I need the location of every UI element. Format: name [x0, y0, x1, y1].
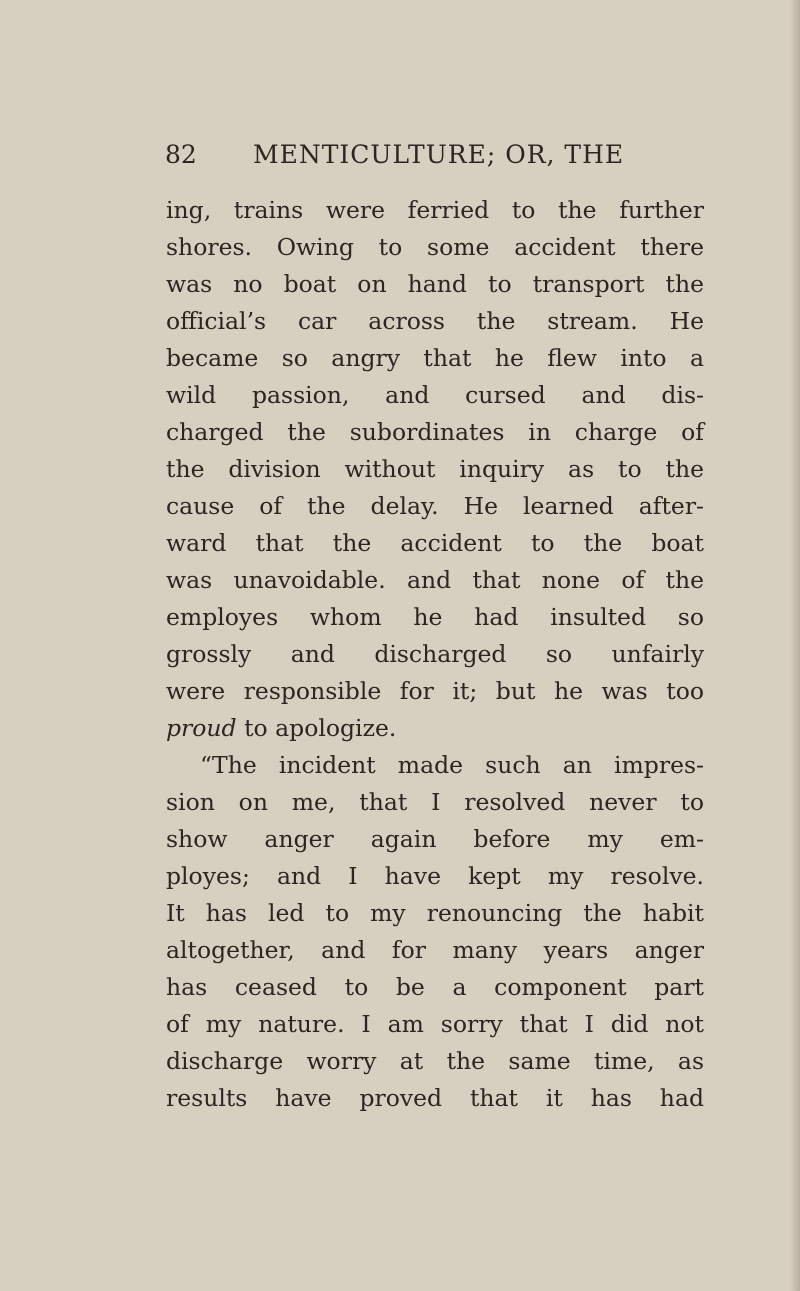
text-line: show anger again before my em-	[166, 825, 704, 853]
text-line: altogether, and for many years anger	[166, 936, 704, 964]
text-line: has ceased to be a component part	[166, 973, 704, 1001]
page-number: 82	[165, 140, 197, 169]
text-line: wild passion, and cursed and dis-	[166, 381, 704, 409]
text-line: discharge worry at the same time, as	[166, 1047, 704, 1075]
text-line: charged the subordinates in charge of	[166, 418, 704, 446]
text-line-paragraph-start: “The incident made such an impres-	[200, 751, 704, 779]
text-line: employes whom he had insulted so	[166, 603, 704, 631]
text-line-paragraph-end	[166, 710, 704, 747]
running-title: MENTICULTURE; OR, THE	[253, 140, 625, 169]
text-line: was no boat on hand to transport the	[166, 270, 704, 298]
text-line: cause of the delay. He learned after-	[166, 492, 704, 520]
text-line: was unavoidable. and that none of the	[166, 566, 704, 594]
text-line: ing, trains were ferried to the further	[166, 196, 704, 224]
text-line: grossly and discharged so unfairly	[166, 640, 704, 668]
text-line: ward that the accident to the boat	[166, 529, 704, 557]
page-edge	[790, 0, 800, 1291]
body-text	[166, 192, 704, 1117]
italic-word: proud	[166, 714, 237, 742]
text-line: sion on me, that I resolved never to	[166, 788, 704, 816]
text-line: the division without inquiry as to the	[166, 455, 704, 483]
text-line: ployes; and I have kept my resolve.	[166, 862, 704, 890]
text-line: of my nature. I am sorry that I did not	[166, 1010, 704, 1038]
text-line: shores. Owing to some accident there	[166, 233, 704, 261]
running-head	[165, 140, 705, 180]
text-line: results have proved that it has had	[166, 1084, 704, 1112]
text-line: became so angry that he flew into a	[166, 344, 704, 372]
text-line: It has led to my renouncing the habit	[166, 899, 704, 927]
text-line-rest: to apologize.	[236, 714, 397, 742]
text-line: official’s car across the stream. He	[166, 307, 704, 335]
text-line: were responsible for it; but he was too	[166, 677, 704, 705]
